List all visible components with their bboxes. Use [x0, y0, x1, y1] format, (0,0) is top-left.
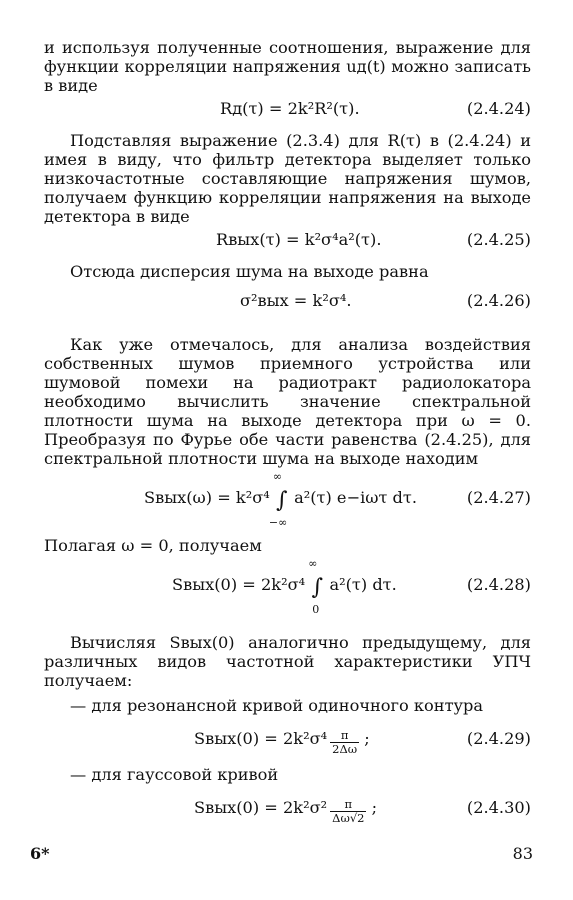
paragraph-4: Как уже отмечалось, для анализа воздействия собственных шумов приемного устройства или шумовой помехи на радиотракт радиолокатора необходимо вычислить значение спектральной плотности шума на выходе детектора при ω = 0. Преобразуя по Фурье обе части равенства (2.4.25), для спектральной плотности шума на выходе находим — [44, 335, 531, 468]
fraction — [330, 729, 359, 756]
equation-2-4-28 — [44, 555, 531, 617]
equation-formula — [144, 470, 418, 529]
equation-lhs: Sвых(ω) = k²σ⁴ — [144, 488, 270, 507]
equation-number: (2.4.26) — [466, 291, 531, 310]
equation-number: (2.4.25) — [466, 230, 531, 249]
equation-formula — [194, 729, 370, 756]
equation-2-4-26 — [44, 281, 531, 317]
equation-lhs: Sвых(0) = 2k²σ⁴ — [172, 575, 306, 594]
equation-2-4-25 — [44, 226, 531, 256]
equation-formula — [172, 557, 397, 616]
equation-number: (2.4.27) — [466, 488, 531, 507]
integral-upper-limit: ∞ — [272, 470, 283, 483]
equation-lhs: Sвых(0) = 2k²σ² — [194, 798, 328, 817]
paragraph-5: Полагая ω = 0, получаем — [44, 536, 262, 555]
equation-2-4-29 — [44, 715, 531, 761]
integral-lower-limit: 0 — [312, 603, 320, 616]
equation-2-4-30 — [44, 784, 531, 830]
paragraph-7: — для резонансной кривой одиночного контура — [70, 696, 484, 715]
equation-formula: σ²вых = k²σ⁴. — [240, 291, 352, 310]
equation-number: (2.4.28) — [466, 575, 531, 594]
equation-formula — [194, 798, 377, 825]
equation-formula: Rд(τ) = 2k²R²(τ). — [220, 99, 360, 118]
equation-2-4-27 — [44, 468, 531, 530]
paragraph-1: и используя полученные соотношения, выражение для функции корреляции напряжения uд(t) можно записать в виде — [44, 38, 531, 95]
integral-upper-limit: ∞ — [308, 557, 318, 570]
paragraph-3: Отсюда дисперсия шума на выходе равна — [70, 262, 429, 281]
integral-sign: ∫ ∞ 0 — [308, 557, 324, 616]
fraction-denominator: Δω√2 — [332, 811, 365, 825]
equation-number: (2.4.24) — [466, 99, 531, 118]
signature-mark: 6* — [30, 844, 50, 863]
fraction-numerator: π — [330, 798, 366, 812]
integral-sign: ∫ ∞ −∞ — [268, 470, 288, 529]
equation-lhs: Sвых(0) = 2k²σ⁴ — [194, 729, 328, 748]
fraction-denominator: 2Δω — [332, 742, 358, 756]
equation-rhs: a²(τ) e−iωτ dτ. — [294, 488, 418, 507]
equation-end: ; — [364, 729, 370, 748]
page-number: 83 — [512, 844, 533, 863]
paragraph-6: Вычисляя Sвых(0) аналогично предыдущему, для различных видов частотной характеристики УПЧ получаем: — [44, 633, 531, 690]
equation-rhs: a²(τ) dτ. — [329, 575, 397, 594]
equation-number: (2.4.29) — [466, 729, 531, 748]
equation-end: ; — [371, 798, 378, 817]
fraction — [330, 798, 366, 825]
equation-2-4-24 — [44, 95, 531, 125]
fraction-numerator: π — [330, 729, 359, 743]
equation-number: (2.4.30) — [466, 798, 531, 817]
page-body — [44, 38, 531, 830]
integral-lower-limit: −∞ — [268, 516, 288, 529]
paragraph-2: Подставляя выражение (2.3.4) для R(τ) в (2.4.24) и имея в виду, что фильтр детектора выделяет только низкочастотные составляющие напряжения шумов, получаем функцию корреляции напряжения на выходе детектора в виде — [44, 131, 531, 226]
paragraph-8: — для гауссовой кривой — [70, 765, 279, 784]
equation-formula: Rвых(τ) = k²σ⁴a²(τ). — [216, 230, 382, 249]
